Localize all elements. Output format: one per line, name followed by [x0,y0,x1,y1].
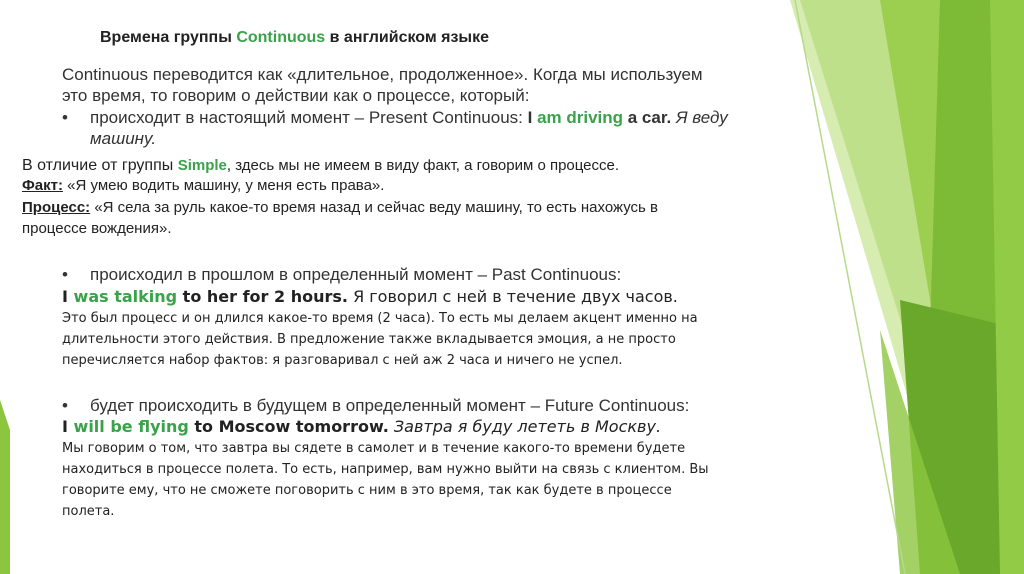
process-line: Процесс: «Я села за руль какое-то время назад и сейчас веду машину, то есть нахожусь в [22,199,658,216]
past-explain-2: длительности этого действия. В предложение также вкладывается эмоция, а не просто [62,332,676,347]
left-green-strip [0,400,10,574]
intro-line-2: это время, то говорим о действии как о процессе, который: [62,86,530,105]
bullet-1: • [62,108,68,127]
present-example-cont: машину. [90,129,157,148]
page-title: Времена группы Continuous в английском языке [100,29,489,46]
simple-line: В отличие от группы Simple, здесь мы не имеем в виду факт, а говорим о процессе. [22,157,620,174]
future-explain-1: Мы говорим о том, что завтра вы сядете в самолет и в течение какого-то времени будете [62,441,686,456]
present-bullet: • происходит в настоящий момент – Present Continuous: I am driving a car. Я веду [62,108,728,127]
past-bullet: • происходил в прошлом в определенный момент – Past Continuous: [62,265,622,284]
future-example: I will be flying to Moscow tomorrow. Завтра я буду лететь в Москву. [62,417,662,436]
past-explain-1: Это был процесс и он длился какое-то время (2 часа). То есть мы делаем акцент именно на [62,311,698,326]
future-explain-3: говорите ему, что не сможете поговорить с ним в это время, так как будете в процессе [62,483,672,498]
past-example: I was talking to her for 2 hours. Я говорил с ней в течение двух часов. [62,287,678,306]
future-bullet: • будет происходить в будущем в определенный момент – Future Continuous: [62,396,690,415]
future-explain-2: находиться в процессе полета. То есть, например, вам нужно выйти на связь с клиентом. Вы [62,462,709,477]
present-text: происходит в настоящий момент – Present Continuous: [90,108,528,127]
fact-line: Факт: «Я умею водить машину, у меня есть права». [22,177,385,194]
process-line-2: процессе вождения». [22,220,172,237]
future-explain-4: полета. [62,504,115,519]
intro-line-1: Continuous переводится как «длительное, продолженное». Когда мы используем [62,65,703,84]
past-explain-3: перечисляется набор фактов: я разговаривал с ней аж 2 часа и ничего не успел. [62,353,623,368]
